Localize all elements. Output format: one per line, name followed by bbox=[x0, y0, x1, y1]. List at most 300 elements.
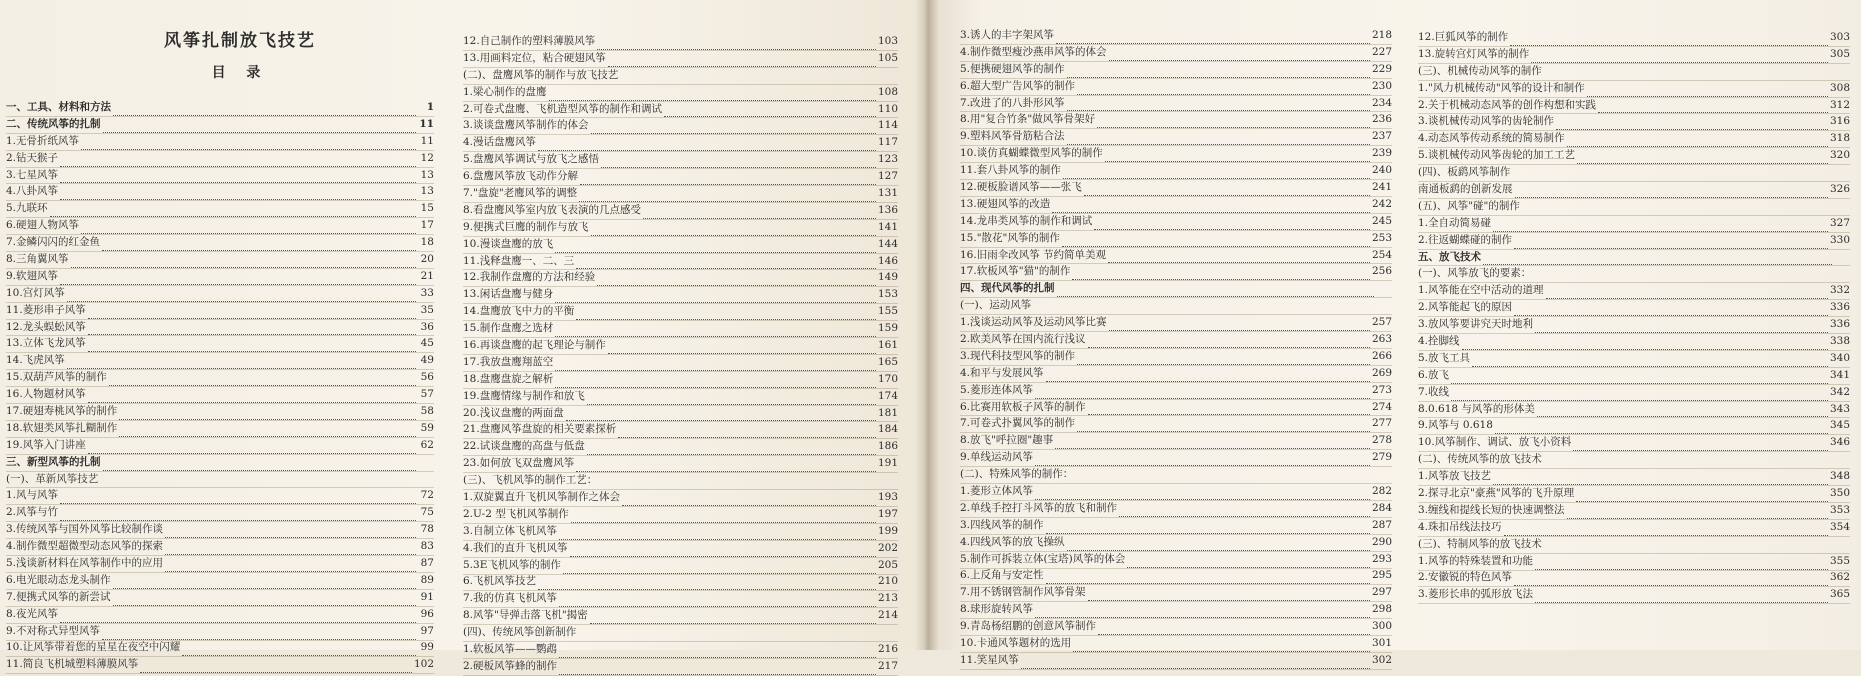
toc-entry-title: 4.珠扣吊线法技巧 bbox=[1418, 520, 1502, 533]
toc-page-number: 308 bbox=[1829, 81, 1850, 94]
toc-page-number: 242 bbox=[1371, 197, 1392, 210]
toc-page-number: 365 bbox=[1829, 588, 1850, 601]
toc-subsection-heading bbox=[960, 467, 1392, 484]
toc-entry bbox=[463, 85, 898, 102]
toc-entry-title: 19.风筝入门讲座 bbox=[6, 438, 86, 451]
dot-leader bbox=[622, 501, 876, 506]
toc-entry bbox=[960, 231, 1392, 248]
toc-entry-title: 5.制作可拆装立体(宝塔)风筝的体会 bbox=[960, 552, 1126, 565]
dot-leader bbox=[1021, 664, 1370, 669]
dot-leader bbox=[1067, 73, 1370, 78]
toc-page-number: 320 bbox=[1829, 149, 1850, 162]
toc-page-number: 170 bbox=[877, 372, 898, 385]
toc-page-number: 245 bbox=[1371, 214, 1392, 227]
toc-page-number: 263 bbox=[1371, 333, 1392, 346]
toc-page-number: 149 bbox=[877, 271, 898, 284]
toc-entry-title: 8.看盘鹰风筝室内放飞表演的几点感受 bbox=[463, 203, 642, 216]
toc-entry-title: 12.硬板脸谱风筝——张飞 bbox=[960, 181, 1082, 193]
toc-entry-title: (四)、传统风筝创新制作 bbox=[463, 626, 577, 639]
dot-leader bbox=[1462, 345, 1828, 350]
dot-leader bbox=[1084, 191, 1370, 196]
dot-leader bbox=[67, 364, 416, 369]
toc-page-number: 58 bbox=[420, 405, 434, 418]
dot-leader bbox=[1577, 159, 1828, 164]
dot-leader bbox=[50, 212, 416, 217]
toc-entry bbox=[960, 653, 1392, 670]
dot-leader bbox=[1535, 598, 1828, 603]
dot-leader bbox=[597, 45, 876, 50]
book-title: 风筝扎制放飞技艺 bbox=[164, 31, 316, 51]
toc-entry-title: 6.上反角与安定性 bbox=[960, 569, 1044, 582]
dot-leader bbox=[1046, 529, 1370, 534]
toc-page-number: 297 bbox=[1371, 586, 1392, 599]
toc-entry bbox=[1418, 469, 1850, 486]
toc-entry-title: (四)、板鹞风筝制作 bbox=[1418, 166, 1511, 179]
toc-entry-title: 3.缠线和提线长短的快速调整法 bbox=[1418, 503, 1565, 516]
toc-entry-title: 5.九联环 bbox=[6, 202, 48, 215]
dot-leader bbox=[1544, 464, 1832, 468]
toc-page-number: 213 bbox=[877, 592, 898, 605]
toc-entry bbox=[1418, 486, 1850, 503]
toc-page-number: 217 bbox=[877, 659, 898, 672]
dot-leader bbox=[1515, 193, 1828, 198]
dot-leader bbox=[1598, 108, 1828, 113]
toc-entry bbox=[6, 590, 434, 607]
toc-page-number: 354 bbox=[1829, 520, 1850, 533]
toc-entry-title: 1.浅谈运动风筝及运动风筝比赛 bbox=[960, 316, 1107, 329]
toc-page-number: 49 bbox=[420, 354, 434, 367]
toc-page-number: 240 bbox=[1371, 164, 1392, 177]
dot-leader bbox=[119, 432, 416, 437]
dot-leader bbox=[1544, 76, 1832, 80]
toc-page-number: 341 bbox=[1829, 368, 1850, 381]
toc-page-number: 287 bbox=[1371, 518, 1392, 531]
toc-entry bbox=[6, 336, 434, 353]
toc-page-number: 11 bbox=[420, 134, 434, 147]
toc-entry bbox=[960, 129, 1392, 146]
toc-subsection-heading bbox=[1418, 537, 1850, 554]
toc-entry-title: 1.全自动简易碰 bbox=[1418, 216, 1492, 229]
toc-entry-title: 6.飞机风筝技艺 bbox=[463, 575, 537, 588]
dot-leader bbox=[88, 330, 416, 335]
toc-entry-title: 7.用不锈钢管制作风筝骨架 bbox=[960, 586, 1086, 599]
toc-entry bbox=[960, 518, 1392, 535]
dot-leader bbox=[1062, 242, 1370, 247]
toc-page-number: 338 bbox=[1829, 335, 1850, 348]
toc-page-number: 184 bbox=[877, 423, 898, 436]
toc-entry bbox=[960, 332, 1392, 349]
toc-entry-title: 9.塑料风筝骨筋粘合法 bbox=[960, 130, 1065, 143]
toc-page-number: 298 bbox=[1371, 603, 1392, 616]
toc-subsection-heading bbox=[463, 473, 898, 490]
toc-entry bbox=[960, 366, 1392, 383]
toc-entry-title: 8.球形旋转风筝 bbox=[960, 603, 1034, 616]
toc-page-number: 161 bbox=[877, 339, 898, 352]
dot-leader bbox=[1556, 125, 1828, 130]
toc-section-heading bbox=[6, 100, 434, 117]
toc-entry bbox=[1418, 418, 1850, 435]
toc-page-number: 236 bbox=[1371, 113, 1392, 126]
toc-page-number: 350 bbox=[1829, 487, 1850, 500]
toc-page-number: 266 bbox=[1371, 349, 1392, 362]
toc-entry bbox=[463, 558, 898, 575]
toc-page-number: 218 bbox=[1371, 28, 1392, 41]
toc-entry-title: 11.笑星风筝 bbox=[960, 653, 1019, 666]
toc-entry bbox=[463, 237, 898, 254]
toc-entry bbox=[6, 641, 434, 658]
toc-page-number: 57 bbox=[420, 388, 434, 401]
toc-page-number: 56 bbox=[420, 371, 434, 384]
dot-leader bbox=[1035, 394, 1370, 399]
toc-page-number: 345 bbox=[1829, 419, 1850, 432]
dot-leader bbox=[88, 314, 416, 319]
toc-list bbox=[960, 28, 1392, 670]
toc-entry bbox=[1418, 334, 1850, 351]
toc-page-number: 131 bbox=[877, 187, 898, 199]
toc-entry-title: (一)、运动风筝 bbox=[960, 299, 1032, 312]
toc-entry-title: 5.便携硬翅风筝的制作 bbox=[960, 62, 1065, 75]
toc-entry bbox=[960, 400, 1392, 417]
toc-entry bbox=[960, 484, 1392, 501]
dot-leader bbox=[1088, 410, 1370, 415]
toc-entry-title: 6.比赛用软板子风筝的制作 bbox=[960, 400, 1086, 413]
toc-entry bbox=[6, 505, 434, 522]
dot-leader bbox=[576, 467, 876, 472]
toc-entry bbox=[960, 450, 1392, 467]
toc-entry bbox=[463, 135, 898, 152]
toc-entry bbox=[463, 169, 898, 186]
toc-subsection-heading bbox=[1418, 266, 1850, 283]
toc-page-number: 239 bbox=[1371, 147, 1392, 160]
toc-entry-title: 19.盘鹰情缘与制作和放飞 bbox=[463, 389, 585, 402]
toc-page-number: 332 bbox=[1829, 284, 1850, 297]
toc-page-number: 326 bbox=[1829, 183, 1850, 195]
toc-page-number: 155 bbox=[877, 305, 898, 318]
toc-entry-title: 6.硬翅人物风筝 bbox=[6, 219, 80, 232]
toc-entry bbox=[463, 118, 898, 135]
toc-entry-title: 1.双旋翼直升飞机风筝制作之体会 bbox=[463, 491, 621, 504]
dot-leader bbox=[538, 146, 876, 151]
toc-entry-title: (二)、特殊风筝的制作： bbox=[960, 468, 1074, 481]
toc-entry bbox=[1418, 216, 1850, 233]
toc-entry-title: (三)、特制风筝的放飞技术 bbox=[1418, 537, 1542, 550]
dot-leader bbox=[608, 62, 876, 67]
dot-leader bbox=[566, 416, 876, 421]
toc-entry bbox=[6, 235, 434, 252]
dot-leader bbox=[1088, 596, 1370, 601]
toc-subsection-heading bbox=[960, 298, 1392, 315]
toc-entry bbox=[960, 248, 1392, 265]
toc-page-number: 108 bbox=[877, 85, 898, 98]
toc-entry bbox=[463, 591, 898, 608]
toc-entry bbox=[1418, 351, 1850, 368]
dot-leader bbox=[81, 145, 416, 150]
toc-entry-title: 9.风筝与 0.618 bbox=[1418, 419, 1493, 432]
toc-page-number: 1 bbox=[426, 100, 434, 113]
toc-page-number: 45 bbox=[420, 337, 434, 350]
toc-entry bbox=[1418, 554, 1850, 571]
toc-entry bbox=[6, 387, 434, 404]
toc-entry bbox=[1418, 571, 1850, 588]
dot-leader bbox=[591, 129, 876, 134]
toc-entry-title: 2.硬板风筝蜂的制作 bbox=[463, 659, 558, 672]
toc-entry bbox=[463, 203, 898, 220]
toc-entry bbox=[463, 490, 898, 507]
toc-entry bbox=[960, 214, 1392, 231]
dot-leader bbox=[1504, 531, 1828, 536]
toc-page-number: 237 bbox=[1371, 130, 1392, 143]
toc-entry-title: 16.再谈盘鹰的起飞理论与制作 bbox=[463, 339, 606, 352]
toc-entry-title: 4.制作微型超微型动态风筝的探索 bbox=[6, 540, 164, 553]
toc-entry-title: 1.菱形立体风筝 bbox=[960, 485, 1034, 498]
dot-leader bbox=[100, 483, 416, 487]
toc-entry-title: 13.旋转宫灯风筝的制作 bbox=[1418, 47, 1530, 60]
toc-page-number: 186 bbox=[877, 440, 898, 453]
dot-leader bbox=[1514, 581, 1828, 586]
toc-entry-title: 5.放飞工具 bbox=[1418, 351, 1471, 364]
dot-leader bbox=[1094, 225, 1370, 230]
toc-entry bbox=[463, 439, 898, 456]
dot-leader bbox=[576, 315, 876, 320]
toc-subsection-heading bbox=[1418, 165, 1850, 182]
dot-leader bbox=[555, 332, 876, 337]
toc-entry bbox=[960, 180, 1392, 197]
dot-leader bbox=[60, 195, 416, 200]
toc-entry-title: 3.谈机械传动风筝的齿轮制作 bbox=[1418, 115, 1555, 128]
toc-page-number: 191 bbox=[877, 457, 898, 470]
dot-leader bbox=[1522, 211, 1832, 215]
toc-entry-title: 12.龙头蜈蚣风筝 bbox=[6, 320, 86, 333]
dot-leader bbox=[555, 383, 876, 388]
toc-entry-title: 3.自制立体飞机风筝 bbox=[463, 524, 558, 537]
dot-leader bbox=[1493, 480, 1828, 485]
toc-page-number: 301 bbox=[1371, 637, 1392, 650]
dot-leader bbox=[103, 128, 417, 133]
toc-page-number: 174 bbox=[877, 389, 898, 402]
dot-leader bbox=[1097, 123, 1370, 128]
dot-leader bbox=[1075, 479, 1374, 483]
toc-page-number: 35 bbox=[420, 303, 434, 316]
dot-leader bbox=[102, 635, 416, 640]
dot-leader bbox=[618, 433, 876, 438]
toc-page-number: 234 bbox=[1371, 96, 1392, 109]
toc-page-number: 165 bbox=[877, 355, 898, 368]
toc-entry bbox=[960, 535, 1392, 552]
dot-leader bbox=[103, 466, 417, 471]
dot-leader bbox=[140, 668, 412, 673]
toc-entry bbox=[960, 433, 1392, 450]
toc-entry bbox=[6, 303, 434, 320]
dot-leader bbox=[1077, 90, 1370, 95]
toc-entry bbox=[463, 524, 898, 541]
toc-page-number: 269 bbox=[1371, 366, 1392, 379]
dot-leader bbox=[591, 231, 876, 236]
toc-entry-title: 4.漫话盘鹰风筝 bbox=[463, 136, 537, 149]
toc-entry-title: 1.风与风筝 bbox=[6, 489, 59, 502]
toc-entry bbox=[960, 349, 1392, 366]
toc-entry bbox=[960, 315, 1392, 332]
dot-leader bbox=[1098, 630, 1370, 635]
toc-page-number: 17 bbox=[420, 219, 434, 232]
toc-entry-title: 2.关于机械动态风筝的创作构想和实践 bbox=[1418, 98, 1597, 111]
toc-entry bbox=[6, 404, 434, 421]
dot-leader bbox=[165, 533, 416, 538]
toc-entry-title: 9.青岛杨绍鹏的创意风筝制作 bbox=[960, 620, 1097, 633]
toc-entry bbox=[960, 569, 1392, 586]
toc-entry-title: 一、工具、材料和方法 bbox=[6, 100, 111, 113]
toc-entry-title: 3.传统风筝与国外风筝比较制作谈 bbox=[6, 523, 164, 536]
toc-page-number: 153 bbox=[877, 288, 898, 301]
dot-leader bbox=[538, 585, 876, 590]
toc-entry-title: 18.软翅类风筝扎糊制作 bbox=[6, 421, 118, 434]
toc-entry-title: 7.便携式风筝的新尝试 bbox=[6, 590, 111, 603]
dot-leader bbox=[60, 516, 416, 521]
toc-entry bbox=[1418, 30, 1850, 47]
dot-leader bbox=[60, 618, 416, 623]
toc-page-number: 97 bbox=[420, 624, 434, 637]
dot-leader bbox=[1088, 343, 1370, 348]
toc-entry-title: 9.不对称式异型风筝 bbox=[6, 624, 101, 637]
dot-leader bbox=[1531, 58, 1828, 63]
toc-entry bbox=[463, 372, 898, 389]
toc-entry bbox=[6, 168, 434, 185]
toc-page-number: 256 bbox=[1371, 265, 1392, 278]
dot-leader bbox=[1127, 563, 1370, 568]
toc-entry-title: 7."盘旋"老鹰风筝的调整 bbox=[463, 187, 578, 199]
dot-leader bbox=[1035, 461, 1370, 466]
toc-entry-title: 15.双葫芦风筝的制作 bbox=[6, 371, 107, 384]
toc-entry-title: 11.套八卦风筝的制作 bbox=[960, 164, 1061, 177]
toc-entry-title: (一)、风筝放飞的要素： bbox=[1418, 267, 1532, 280]
toc-entry bbox=[463, 220, 898, 237]
toc-entry bbox=[6, 522, 434, 539]
dot-leader bbox=[643, 214, 876, 219]
toc-entry-title: 11.菱形串子风筝 bbox=[6, 303, 86, 316]
toc-entry bbox=[463, 287, 898, 304]
dot-leader bbox=[88, 398, 416, 403]
toc-entry-title: 7.我的仿真飞机风筝 bbox=[463, 592, 558, 605]
toc-page-number: 257 bbox=[1371, 316, 1392, 329]
dot-leader bbox=[1056, 39, 1370, 44]
toc-page-number: 127 bbox=[877, 170, 898, 183]
toc-entry-title: (二)、盘鹰风筝的制作与放飞技艺 bbox=[463, 68, 619, 81]
dot-leader bbox=[1544, 549, 1832, 553]
toc-entry bbox=[463, 456, 898, 473]
toc-entry-title: 4.制作微型瘦沙燕串风筝的体会 bbox=[960, 45, 1107, 58]
toc-entry bbox=[463, 51, 898, 68]
toc-entry bbox=[6, 370, 434, 387]
toc-page-number: 141 bbox=[877, 220, 898, 233]
toc-page-number: 353 bbox=[1829, 503, 1850, 516]
toc-entry-title: 7.可卷式扑翼风筝的制作 bbox=[960, 417, 1076, 430]
toc-entry bbox=[1418, 81, 1850, 98]
toc-entry-title: 2.安徽锐的特色风筝 bbox=[1418, 571, 1513, 584]
toc-heading: 目 录 bbox=[211, 65, 269, 81]
dot-leader bbox=[578, 637, 880, 641]
dot-leader bbox=[1067, 546, 1370, 551]
toc-entry bbox=[463, 659, 898, 676]
dot-leader bbox=[60, 499, 416, 504]
toc-entry-title: 16.人物题材风筝 bbox=[6, 388, 86, 401]
dot-leader bbox=[1451, 379, 1828, 384]
toc-entry-title: 10.宫灯风筝 bbox=[6, 286, 65, 299]
toc-entry-title: 9.便携式巨鹰的制作与放飞 bbox=[463, 220, 589, 233]
toc-subsection-heading bbox=[463, 625, 898, 642]
toc-entry bbox=[960, 163, 1392, 180]
toc-page-number: 229 bbox=[1371, 62, 1392, 75]
toc-entry-title: 17.硬翅寿桃风筝的制作 bbox=[6, 405, 118, 418]
toc-entry-title: 3.四线风筝的制作 bbox=[960, 518, 1044, 531]
toc-page-number: 316 bbox=[1829, 115, 1850, 128]
toc-entry bbox=[960, 619, 1392, 636]
toc-entry-title: 5.盘鹰风筝调试与放飞之感悟 bbox=[463, 153, 600, 166]
toc-entry bbox=[463, 575, 898, 592]
toc-list bbox=[1418, 30, 1850, 604]
toc-entry-title: 6.放飞 bbox=[1418, 368, 1450, 381]
toc-page-number: 78 bbox=[420, 523, 434, 536]
toc-entry-title: 3.放风筝要讲究天时地利 bbox=[1418, 318, 1534, 331]
toc-entry-title: 1.梁心制作的盘鹰 bbox=[463, 85, 547, 98]
toc-page-number: 241 bbox=[1371, 181, 1392, 193]
toc-page-number: 59 bbox=[420, 421, 434, 434]
toc-entry bbox=[463, 34, 898, 51]
toc-page-number: 15 bbox=[420, 202, 434, 215]
dot-leader bbox=[1052, 208, 1370, 213]
toc-entry bbox=[1418, 182, 1850, 199]
toc-entry-title: 22.试谈盘鹰的高盘与低盘 bbox=[463, 440, 585, 453]
left-page bbox=[0, 0, 925, 672]
toc-entry bbox=[1418, 300, 1850, 317]
toc-page-number: 312 bbox=[1829, 98, 1850, 111]
toc-entry bbox=[960, 28, 1392, 45]
toc-entry-title: 南通板鹞的创新发展 bbox=[1418, 183, 1513, 195]
toc-page-number: 282 bbox=[1371, 485, 1392, 498]
toc-page-number: 318 bbox=[1829, 132, 1850, 145]
toc-entry-title: 14.飞虎风筝 bbox=[6, 354, 65, 367]
toc-entry-title: (一)、革新风筝技艺 bbox=[6, 472, 99, 485]
toc-entry bbox=[6, 184, 434, 201]
dot-leader bbox=[1567, 142, 1828, 147]
toc-page-number: 254 bbox=[1371, 248, 1392, 261]
toc-page-number: 18 bbox=[420, 236, 434, 249]
toc-entry-title: 二、传统风筝的扎制 bbox=[6, 117, 101, 130]
toc-entry-title: 五、放飞技术 bbox=[1418, 250, 1481, 263]
dot-leader bbox=[113, 584, 416, 589]
toc-section-heading bbox=[960, 281, 1392, 298]
toc-page-number: 336 bbox=[1829, 318, 1850, 331]
toc-entry-title: 8.风筝"导弹击落飞机"揭密 bbox=[463, 609, 588, 622]
dot-leader bbox=[113, 601, 416, 606]
dot-leader bbox=[1035, 495, 1370, 500]
dot-leader bbox=[60, 280, 416, 285]
dot-leader bbox=[576, 264, 876, 269]
toc-page-number: 103 bbox=[877, 34, 898, 47]
dot-leader bbox=[1077, 427, 1370, 432]
toc-entry-title: 16.旧雨伞改风筝 节约简单美观 bbox=[960, 248, 1107, 261]
dot-leader bbox=[1451, 396, 1828, 401]
toc-entry bbox=[1418, 148, 1850, 165]
toc-entry-title: 15."散花"风筝的制作 bbox=[960, 231, 1060, 244]
toc-entry-title: 1.软板风筝——鹦鹉 bbox=[463, 643, 558, 656]
dot-leader bbox=[113, 111, 416, 116]
toc-page-number: 330 bbox=[1829, 233, 1850, 246]
toc-entry-title: 23.如何放飞双盘鹰风筝 bbox=[463, 457, 575, 470]
toc-page-number: 342 bbox=[1829, 385, 1850, 398]
toc-entry bbox=[6, 438, 434, 455]
toc-page-number: 123 bbox=[877, 153, 898, 166]
toc-entry bbox=[463, 389, 898, 406]
toc-entry-title: 5.3E飞机风筝的制作 bbox=[463, 558, 561, 571]
